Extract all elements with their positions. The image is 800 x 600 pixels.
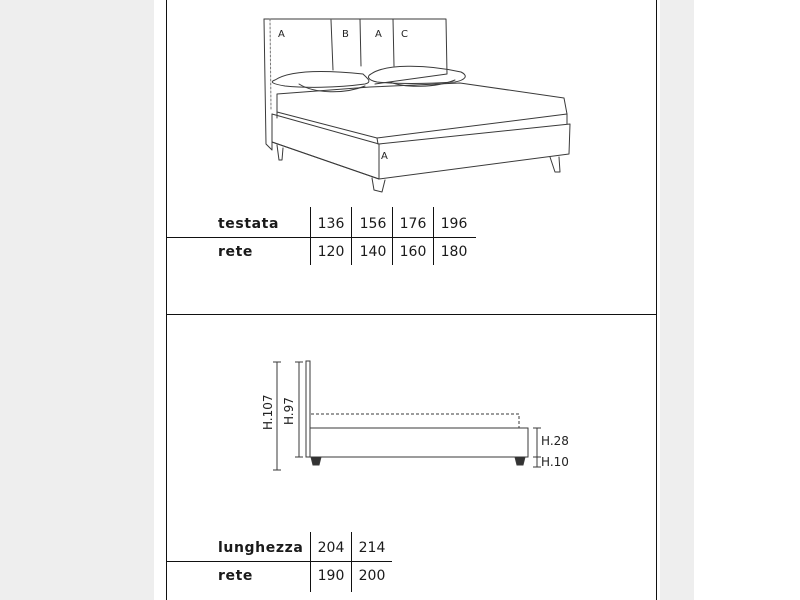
column-divider: [310, 532, 311, 592]
cell: 140: [359, 244, 387, 260]
column-divider: [433, 207, 434, 265]
dim-leg-height: H.10: [541, 455, 569, 469]
row-label-testata: testata: [218, 216, 279, 232]
cell: 214: [358, 540, 386, 556]
dim-headboard-height: H.97: [282, 397, 296, 425]
cell: 196: [440, 216, 468, 232]
headboard-label-c: C: [401, 29, 408, 40]
cell: 160: [399, 244, 427, 260]
column-divider: [310, 207, 311, 265]
frame-left-line: [166, 0, 167, 600]
headboard-label-a1: A: [278, 29, 285, 40]
left-margin-panel: [0, 0, 154, 600]
cell: 200: [358, 568, 386, 584]
column-divider: [351, 532, 352, 592]
bed-perspective-drawing: [255, 14, 585, 200]
right-margin-panel: [660, 0, 694, 600]
base-label-a: A: [381, 151, 388, 162]
bed-side-elevation-drawing: [255, 355, 585, 480]
table-divider: [166, 237, 476, 238]
row-label-lunghezza: lunghezza: [218, 540, 304, 556]
headboard-label-b: B: [342, 29, 349, 40]
column-divider: [351, 207, 352, 265]
section-divider: [166, 314, 657, 315]
cell: 204: [317, 540, 345, 556]
row-label-rete: rete: [218, 244, 253, 260]
cell: 176: [399, 216, 427, 232]
headboard-label-a2: A: [375, 29, 382, 40]
frame-right-line: [656, 0, 657, 600]
table-divider: [166, 561, 392, 562]
cell: 156: [359, 216, 387, 232]
row-label-rete: rete: [218, 568, 253, 584]
cell: 136: [317, 216, 345, 232]
dim-base-height: H.28: [541, 434, 569, 448]
cell: 190: [317, 568, 345, 584]
column-divider: [392, 207, 393, 265]
cell: 180: [440, 244, 468, 260]
cell: 120: [317, 244, 345, 260]
dim-total-height: H.107: [261, 394, 275, 430]
